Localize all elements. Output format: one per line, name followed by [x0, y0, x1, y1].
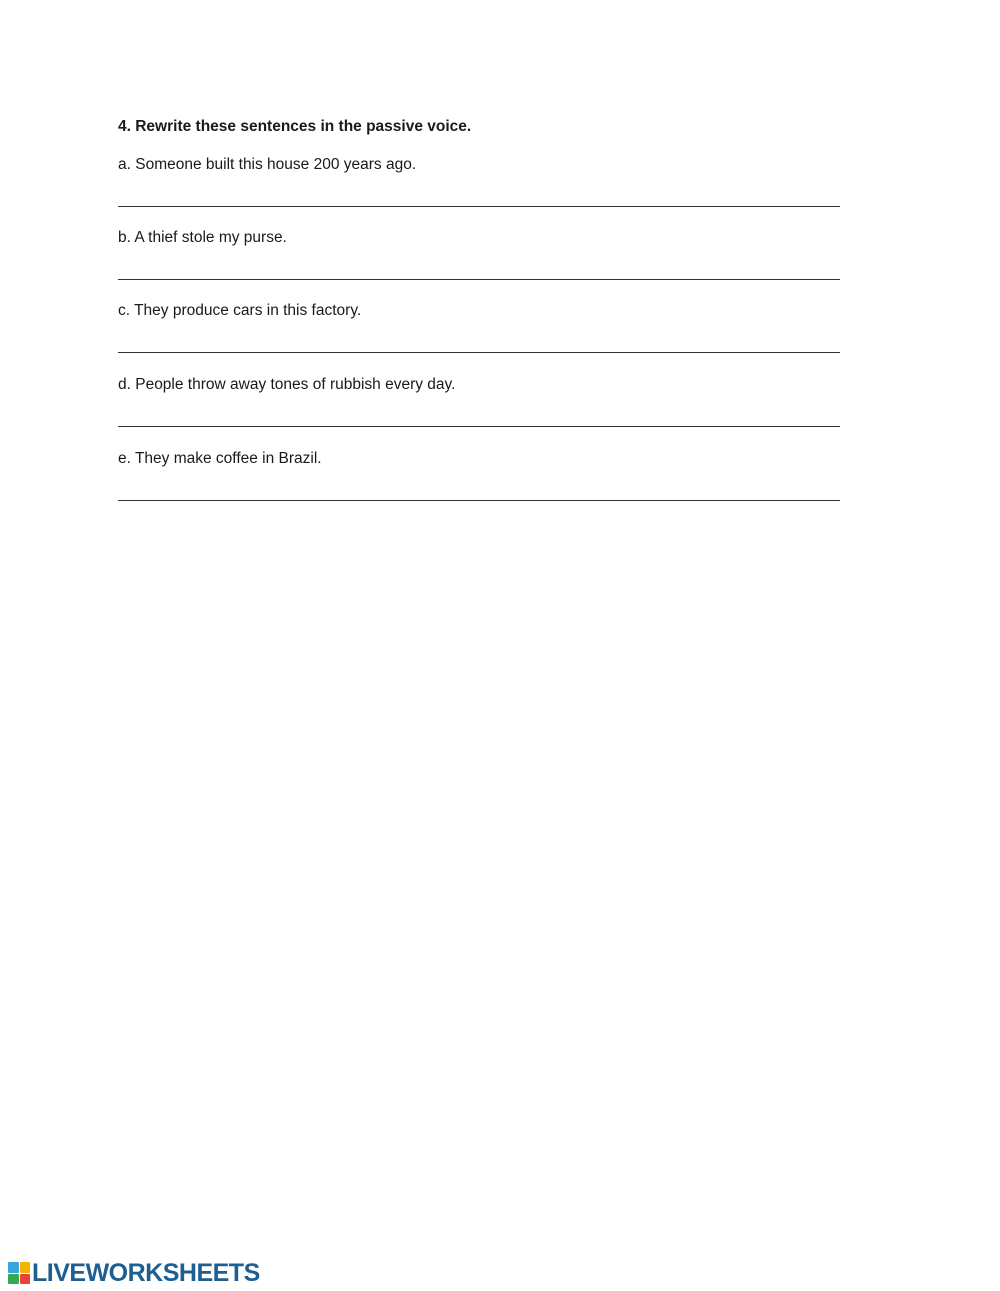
exercise-heading: 4. Rewrite these sentences in the passive voice.	[118, 118, 472, 135]
logo-tile	[20, 1262, 31, 1273]
brand-name: LIVEWORKSHEETS	[32, 1259, 260, 1287]
answer-line[interactable]	[118, 206, 840, 207]
answer-line[interactable]	[118, 426, 840, 427]
logo-tile	[8, 1274, 19, 1285]
item-prompt: b. A thief stole my purse.	[118, 229, 287, 246]
item-prompt: c. They produce cars in this factory.	[118, 302, 362, 319]
logo-tile	[20, 1274, 31, 1285]
answer-line[interactable]	[118, 500, 840, 501]
liveworksheets-logo-icon	[8, 1262, 30, 1284]
item-prompt: d. People throw away tones of rubbish every day.	[118, 376, 456, 393]
item-prompt: e. They make coffee in Brazil.	[118, 450, 322, 467]
answer-line[interactable]	[118, 279, 840, 280]
item-prompt: a. Someone built this house 200 years ago.	[118, 156, 417, 173]
answer-line[interactable]	[118, 352, 840, 353]
logo-tile	[8, 1262, 19, 1273]
liveworksheets-brand	[8, 1259, 260, 1287]
